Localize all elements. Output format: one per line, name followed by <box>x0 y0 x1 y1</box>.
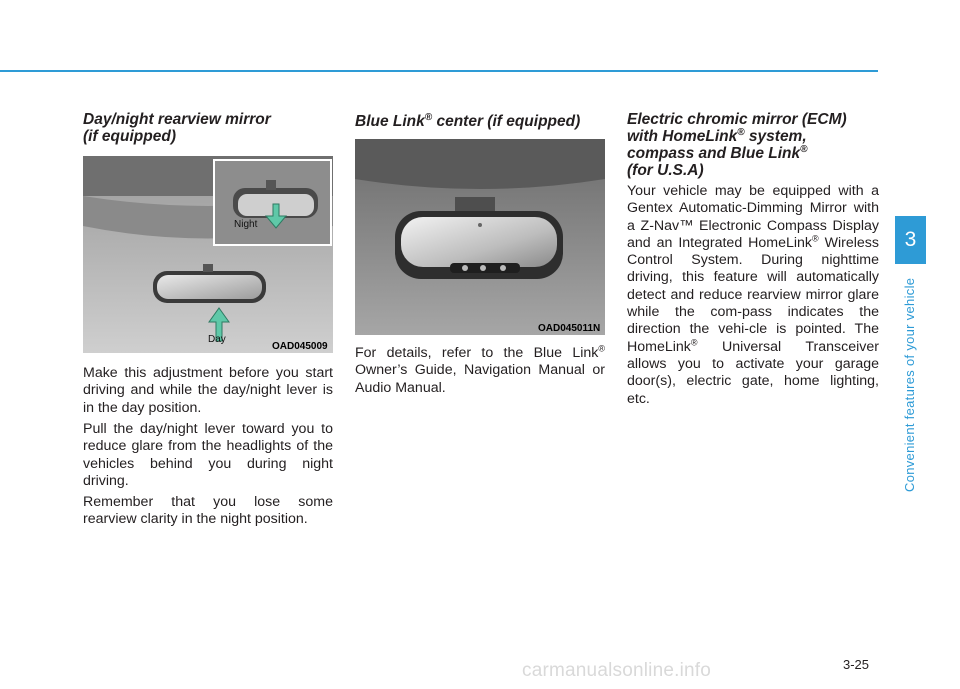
heading-blue-link-center: Blue Link® center (if equipped) <box>355 111 581 130</box>
figure-blue-link-mirror <box>355 139 605 335</box>
chapter-title: Convenient features of your vehicle <box>902 277 917 492</box>
paragraph: Make this adjustment before you start driving and while the day/night lever is in the day position. <box>83 365 333 416</box>
figure-day-night-mirror <box>83 156 333 353</box>
label-day: Day <box>208 334 226 345</box>
paragraph: For details, refer to the Blue Link® Owner’s Guide, Navigation Manual or Audio Manual. <box>355 343 605 396</box>
paragraph: Your vehicle may be equipped with a Gentex Automatic-Dimming Mirror with a Z-Nav™ Electronic Compass Display and an Integrated HomeLink® Wireless Control System. During nighttime driving, this feature will automatically detect and reduce rearview mirror glare while the com-pass indicates the direction the vehi-cle is pointed. The HomeLink® Universal Transceiver allows you to activate your garage door(s), electric gate, home lighting, etc. <box>627 183 879 407</box>
heading-ecm-homelink: Electric chromic mirror (ECM) with HomeLink® system, compass and Blue Link® (for U.S.A) <box>627 111 847 179</box>
paragraph: Remember that you lose some rearview clarity in the night position. <box>83 494 333 528</box>
heading-day-night-mirror: Day/night rearview mirror (if equipped) <box>83 111 271 145</box>
page-number: 3-25 <box>843 657 870 672</box>
figure-code: OAD045009 <box>272 341 328 352</box>
paragraph: Pull the day/night lever toward you to reduce glare from the headlights of the vehicles behind you during night driving. <box>83 421 333 489</box>
watermark: carmanualsonline.info <box>522 660 712 681</box>
header-rule <box>0 70 878 72</box>
figure-code: OAD045011N <box>538 323 601 334</box>
label-night: Night <box>234 219 258 230</box>
section-tab: 3 <box>895 216 926 264</box>
